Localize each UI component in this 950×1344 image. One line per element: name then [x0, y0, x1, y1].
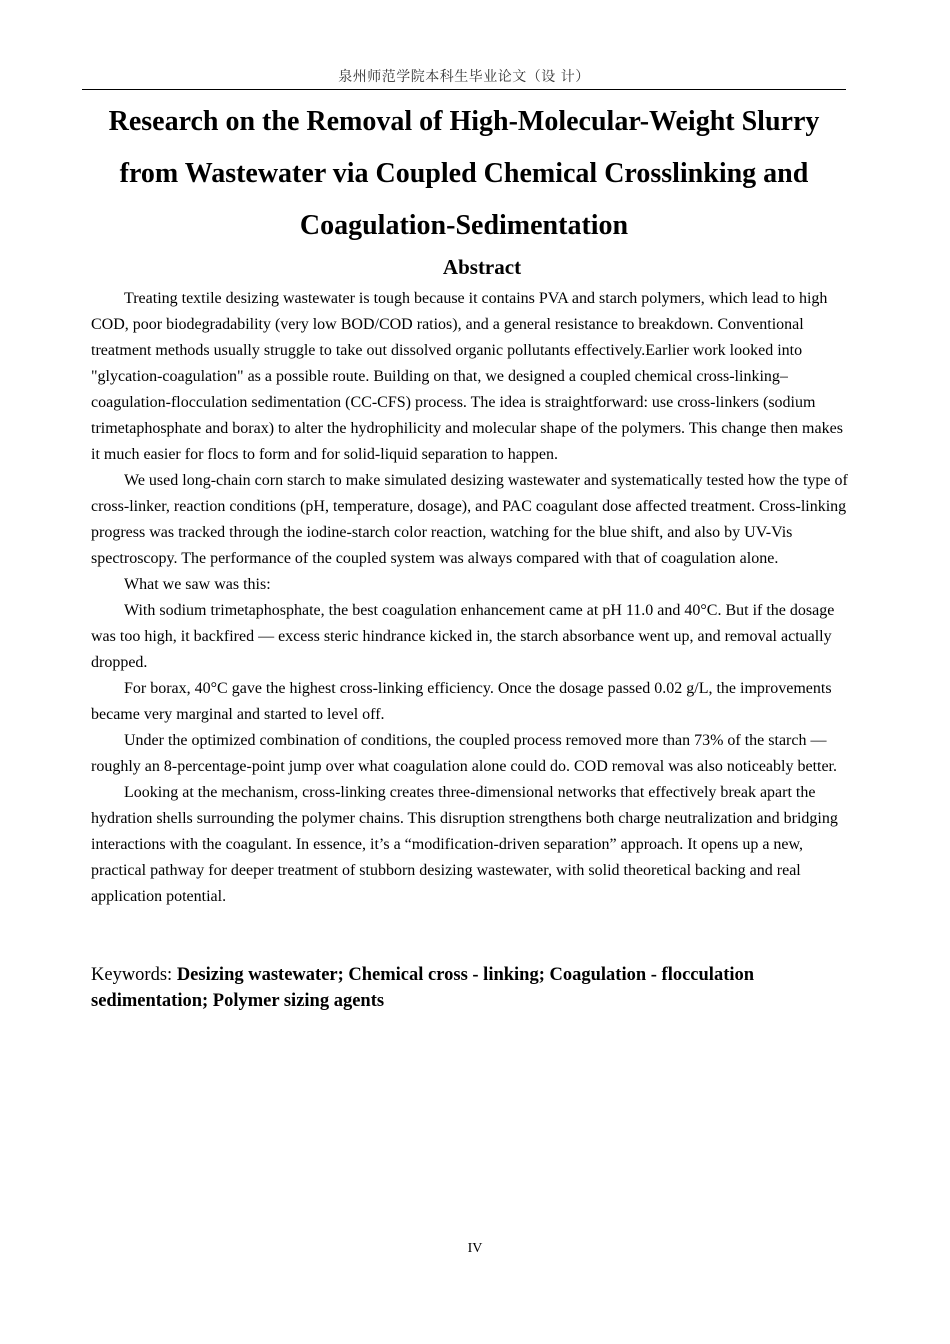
abstract-paragraph: Looking at the mechanism, cross-linking creates three-dimensional networks that effectively break apart the hydration shells surrounding the polymer chains. This disruption strengthens both charge neutralization and bridging interactions with the coagulant. In essence, it’s a “modification-driven separation” approach. It opens up a new, practical pathway for deeper treatment of stubborn desizing wastewater, with solid theoretical backing and real application potential.	[91, 784, 838, 905]
header-divider	[82, 89, 846, 90]
keywords-line	[91, 962, 851, 1014]
abstract-paragraph: What we saw was this:	[124, 576, 271, 593]
running-header: 泉州师范学院本科生毕业论文（设 计）	[338, 69, 590, 85]
abstract-paragraph: We used long-chain corn starch to make simulated desizing wastewater and systematically tested how the type of cross-linker, reaction conditions (pH, temperature, dosage), and PAC coagulant dose affected treatment. Cross-linking progress was tracked through the iodine-starch color reaction, watching for the blue shift, and also by UV-Vis spectroscopy. The performance of the coupled system was always compared with that of coagulation alone.	[91, 472, 848, 567]
abstract-paragraph: Under the optimized combination of conditions, the coupled process removed more than 73% of the starch — roughly an 8-percentage-point jump over what coagulation alone could do. COD removal was also noticeably better.	[91, 732, 837, 775]
keywords-label: Keywords:	[91, 965, 177, 985]
abstract-body	[91, 286, 851, 910]
abstract-paragraph: With sodium trimetaphosphate, the best coagulation enhancement came at pH 11.0 and 40°C. But if the dosage was too high, it backfired — excess steric hindrance kicked in, the starch absorbance went up, and removal actually dropped.	[91, 602, 835, 671]
abstract-paragraph: For borax, 40°C gave the highest cross-linking efficiency. Once the dosage passed 0.02 g/L, the improvements became very marginal and started to level off.	[91, 680, 832, 723]
keywords-values: Desizing wastewater; Chemical cross - linking; Coagulation - flocculation sedimentation; Polymer sizing agents	[91, 965, 755, 1011]
abstract-heading: Abstract	[442, 255, 522, 279]
paper-title: Research on the Removal of High-Molecular-Weight Slurry from Wastewater via Coupled Chemical Crosslinking and Coagulation-Sedimentation	[108, 106, 820, 241]
page-number: IV	[467, 1241, 483, 1256]
abstract-paragraph: Treating textile desizing wastewater is tough because it contains PVA and starch polymers, which lead to high COD, poor biodegradability (very low BOD/COD ratios), and a general resistance to breakdown. Conventional treatment methods usually struggle to take out dissolved organic pollutants effectively.Earlier work looked into "glycation-coagulation" as a possible route. Building on that, we designed a coupled chemical cross-linking–coagulation-flocculation sedimentation (CC-CFS) process. The idea is straightforward: use cross-linkers (sodium trimetaphosphate and borax) to alter the hydrophilicity and molecular shape of the polymers. This change then makes it much easier for flocs to form and for solid-liquid separation to happen.	[91, 290, 843, 463]
